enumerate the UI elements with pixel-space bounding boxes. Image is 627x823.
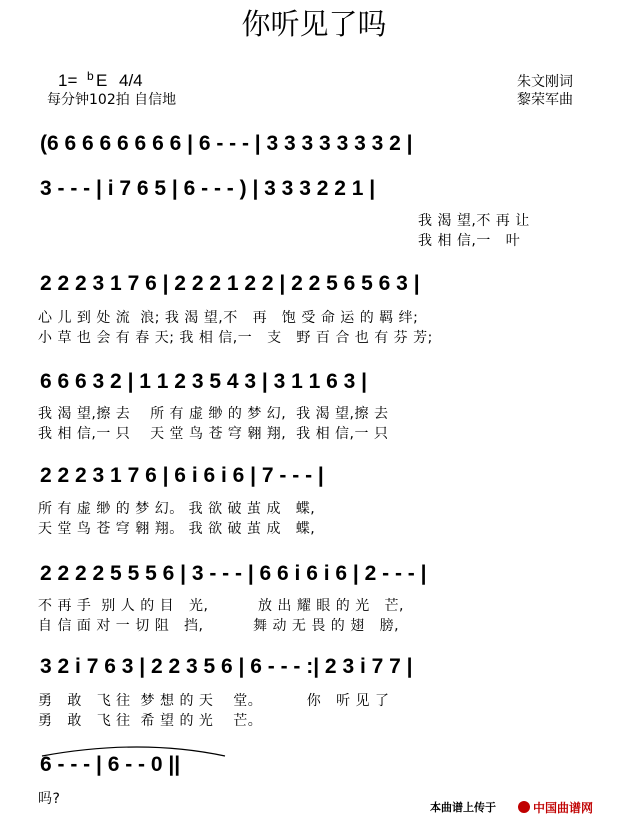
lyric-line-1: 吗? — [38, 791, 61, 807]
composer-credit: 黎荣军曲 — [517, 92, 573, 108]
score-notes: 2 2 2 3 1 7 6 | 6 i 6 i 6 | 7 - - - | — [40, 464, 324, 487]
lyric-line-1: 我 渴 望,擦 去 所 有 虚 缈 的 梦 幻, 我 渴 望,擦 去 — [38, 406, 389, 422]
score-notes: 6 6 6 3 2 | 1 1 2 3 5 4 3 | 3 1 1 6 3 | — [40, 370, 368, 393]
score-row-4 — [38, 370, 388, 442]
lyricist-credit: 朱文刚词 — [517, 74, 573, 90]
lyric-line-1: 我 渴 望,不 再 让 — [418, 213, 530, 229]
logo-mark-icon — [518, 801, 530, 813]
logo-text: 中国曲谱网 — [533, 801, 594, 815]
lyric-line-2: 我 相 信,一 只 天 堂 鸟 苍 穹 翱 翔, 我 相 信,一 只 — [38, 426, 389, 442]
score-row-2 — [40, 177, 530, 249]
site-logo — [518, 800, 593, 815]
score-notes: 3 - - - | i 7 6 5 | 6 - - - ) | 3 3 3 2 2 1 | — [40, 177, 376, 200]
lyric-line-1: 心 儿 到 处 流 浪; 我 渴 望,不 再 饱 受 命 运 的 羁 绊; — [38, 310, 419, 326]
score-row-5 — [38, 464, 324, 537]
lyric-line-2: 勇 敢 飞 往 希 望 的 光 芒。 — [38, 713, 263, 729]
score-notes: 3 2 i 7 6 3 | 2 2 3 5 6 | 6 - - - :| 2 3 i 7 7 | — [40, 655, 413, 678]
score-row-6 — [38, 562, 427, 634]
footer-upload-text: 本曲谱上传于 — [430, 801, 496, 814]
lyric-line-1: 所 有 虚 缈 的 梦 幻。 我 欲 破 茧 成 蝶, — [38, 501, 316, 517]
lyric-line-2: 小 草 也 会 有 春 天; 我 相 信,一 支 野 百 合 也 有 芬 芳; — [38, 330, 433, 346]
score-row-8 — [38, 747, 225, 807]
lyric-line-2: 自 信 面 对 一 切 阻 挡, 舞 动 无 畏 的 翅 膀, — [38, 618, 400, 634]
score-row-3 — [38, 272, 433, 346]
lyric-line-1: 勇 敢 飞 往 梦 想 的 天 堂。 你 听 见 了 — [38, 693, 390, 709]
key-prefix: 1= — [58, 71, 78, 90]
lyric-line-2: 我 相 信,一 叶 — [418, 233, 521, 249]
tempo-marking: 每分钟102拍 自信地 — [47, 92, 177, 108]
key-signature — [58, 69, 143, 90]
lyric-line-2: 天 堂 鸟 苍 穹 翱 翔。 我 欲 破 茧 成 蝶, — [38, 521, 316, 537]
score-notes: 6 - - - | 6 - - 0 || — [40, 753, 181, 776]
key-flat: b — [87, 69, 94, 83]
song-title: 你听见了吗 — [241, 7, 387, 41]
lyric-line-1: 不 再 手 别 人 的 目 光, 放 出 耀 眼 的 光 芒, — [38, 598, 405, 614]
score-row-1 — [40, 132, 413, 155]
score-notes: (6 6 6 6 6 6 6 6 | 6 - - - | 3 3 3 3 3 3 3 2 | — [40, 132, 413, 155]
score-row-7 — [38, 655, 413, 729]
score-notes: 2 2 2 2 5 5 5 6 | 3 - - - | 6 6 i 6 i 6 | 2 - - - | — [40, 562, 427, 585]
key-note: E — [96, 71, 108, 90]
score-notes: 2 2 2 3 1 7 6 | 2 2 2 1 2 2 | 2 2 5 6 5 6 3 | — [40, 272, 420, 295]
time-signature: 4/4 — [119, 71, 143, 90]
